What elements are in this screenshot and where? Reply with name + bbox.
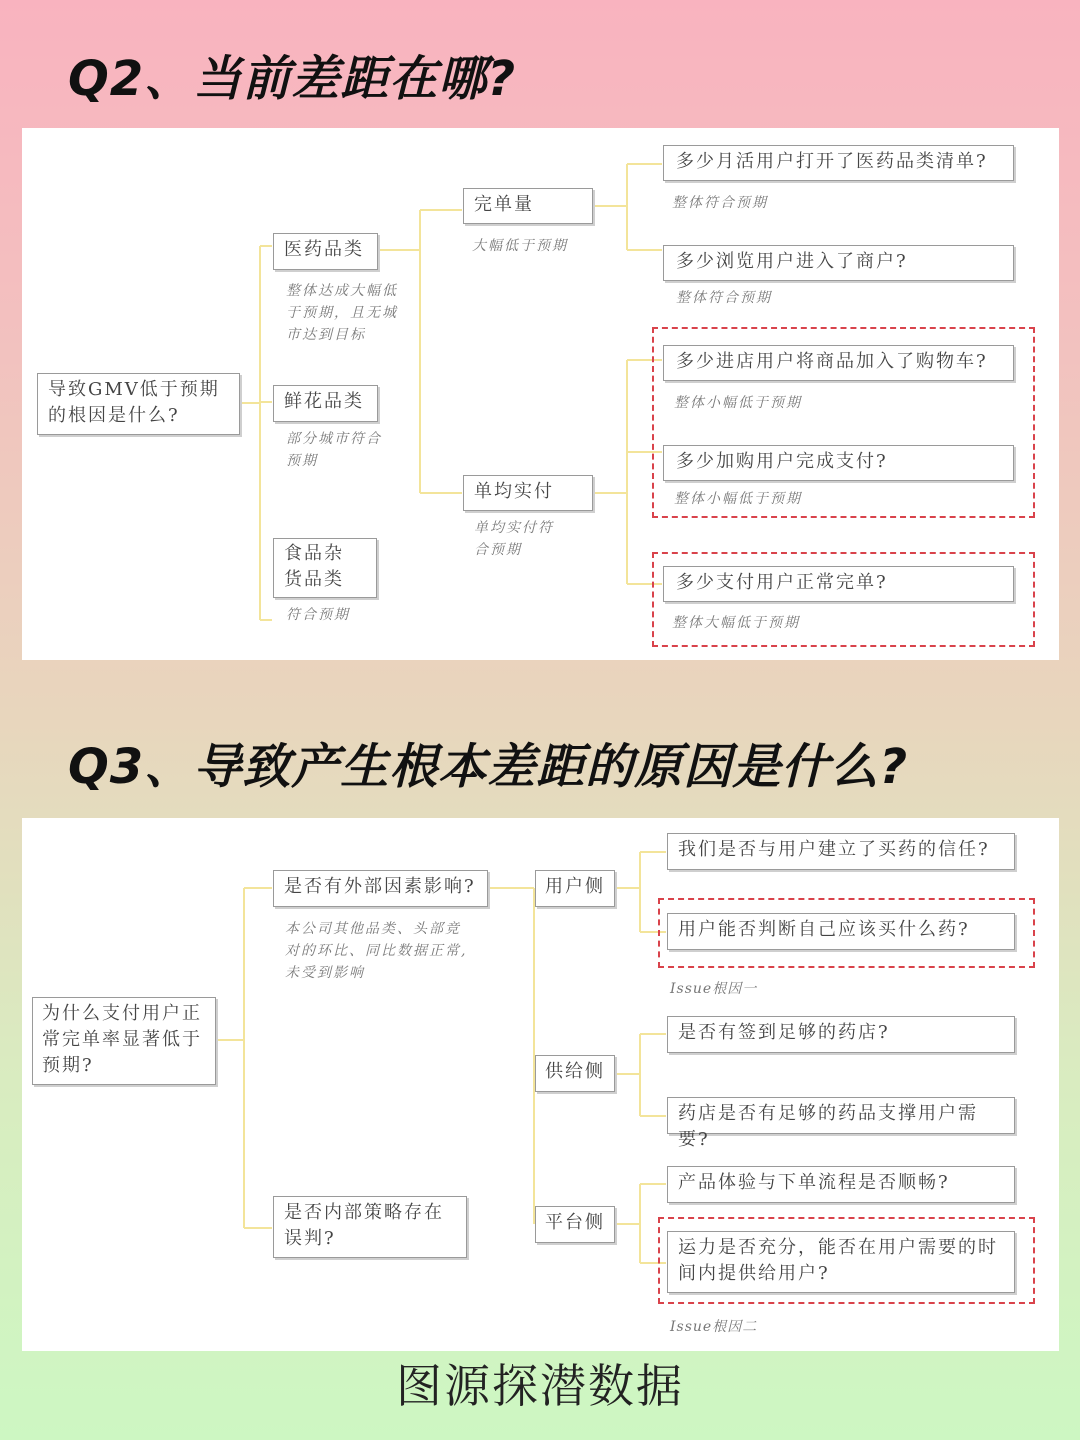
- q3-diagram-panel: [22, 818, 1059, 1351]
- q3-root-box: [32, 997, 216, 1085]
- q2-category-flowers: 鲜花品类: [273, 385, 378, 422]
- q2-question-box: 多少加购用户完成支付?: [663, 445, 1014, 481]
- q3-last-question-line2: 间内提供给用户?: [678, 1263, 830, 1284]
- q3-last-question-line1: 运力是否充分，能否在用户需要的时: [678, 1237, 998, 1258]
- q3-question-box: 产品体验与下单流程是否顺畅?: [667, 1166, 1015, 1203]
- q2-question-box: 多少进店用户将商品加入了购物车?: [663, 345, 1014, 381]
- q2-metric-avg-payment: 单均实付: [463, 475, 593, 511]
- q2-category-medicine-note-line2: 于预期，且无城: [286, 305, 398, 321]
- q2-category-medicine: 医药品类: [273, 233, 378, 270]
- q2-diagram-panel: [22, 128, 1059, 660]
- q3-side-user: 用户侧: [535, 870, 615, 907]
- q2-category-grocery: [273, 538, 377, 598]
- q3-question-box: 是否有签到足够的药店?: [667, 1016, 1015, 1053]
- q2-metric-avg-payment-note-line2: 合预期: [474, 542, 522, 558]
- q2-category-flowers-note: [286, 428, 382, 472]
- q2-metric-avg-payment-note: [474, 517, 554, 561]
- q2-metric-avg-payment-note-line1: 单均实付符: [474, 520, 554, 536]
- q2-question-box: 多少浏览用户进入了商户?: [663, 245, 1014, 281]
- issue-label-2: Issue根因二: [670, 1319, 758, 1335]
- q2-metric-orders: 完单量: [463, 188, 593, 224]
- q2-question-note: 整体小幅低于预期: [674, 491, 802, 507]
- q3-question-box: 用户能否判断自己应该买什么药?: [667, 913, 1015, 950]
- q3-question-box-last: [667, 1231, 1015, 1293]
- q3-side-platform: 平台侧: [535, 1206, 615, 1243]
- q3-question-box: 我们是否与用户建立了买药的信任?: [667, 833, 1015, 870]
- q2-category-grocery-note-line1: 符合预期: [286, 607, 350, 623]
- q3-root-line2: 常完单率显著低于: [42, 1029, 202, 1050]
- q2-question-note: 整体大幅低于预期: [672, 615, 800, 631]
- q3-root-line3: 预期?: [42, 1055, 94, 1076]
- image-source-credit: 图源探潜数据: [396, 1359, 684, 1413]
- q2-question-box: 多少月活用户打开了医药品类清单?: [663, 145, 1014, 181]
- q2-category-flowers-note-line1: 部分城市符合: [286, 431, 382, 447]
- q2-category-medicine-note-line3: 市达到目标: [286, 327, 366, 343]
- q2-category-grocery-note: [286, 604, 350, 626]
- q2-category-medicine-note: [286, 280, 398, 346]
- q2-category-medicine-note-line1: 整体达成大幅低: [286, 283, 398, 299]
- q2-heading: Q2、当前差距在哪?: [68, 51, 517, 107]
- q3-factor-internal: [273, 1196, 467, 1258]
- q2-category-grocery-line2: 货品类: [284, 569, 344, 590]
- q2-question-note: 整体符合预期: [672, 195, 768, 211]
- q3-heading: Q3、导致产生根本差距的原因是什么?: [68, 739, 909, 795]
- q2-category-flowers-note-line2: 预期: [286, 453, 318, 469]
- q2-metric-orders-note: [472, 235, 568, 257]
- issue-label-1: Issue根因一: [670, 981, 758, 997]
- q2-question-box: 多少支付用户正常完单?: [663, 566, 1014, 602]
- q2-category-grocery-line1: 食品杂: [284, 543, 344, 564]
- q2-metric-orders-note-line1: 大幅低于预期: [472, 238, 568, 254]
- q3-root-line1: 为什么支付用户正: [42, 1003, 202, 1024]
- q3-factor-external-note-line3: 未受到影响: [285, 965, 365, 981]
- q2-question-note: 整体小幅低于预期: [674, 395, 802, 411]
- q2-question-note: 整体符合预期: [676, 290, 772, 306]
- q2-root-line1: 导致GMV低于预期: [48, 379, 220, 400]
- q3-question-box: 药店是否有足够的药品支撑用户需要?: [667, 1097, 1015, 1134]
- q3-factor-external: 是否有外部因素影响?: [273, 870, 488, 907]
- q3-side-supply: 供给侧: [535, 1055, 615, 1092]
- q3-factor-internal-line2: 误判?: [284, 1228, 336, 1249]
- q3-factor-internal-line1: 是否内部策略存在: [284, 1202, 444, 1223]
- q3-factor-external-note: [285, 918, 467, 984]
- q2-root-line2: 的根因是什么?: [48, 405, 180, 426]
- q3-factor-external-note-line2: 对的环比、同比数据正常,: [285, 943, 468, 959]
- q2-root-box: [37, 373, 240, 435]
- q3-factor-external-note-line1: 本公司其他品类、头部竞: [285, 921, 461, 937]
